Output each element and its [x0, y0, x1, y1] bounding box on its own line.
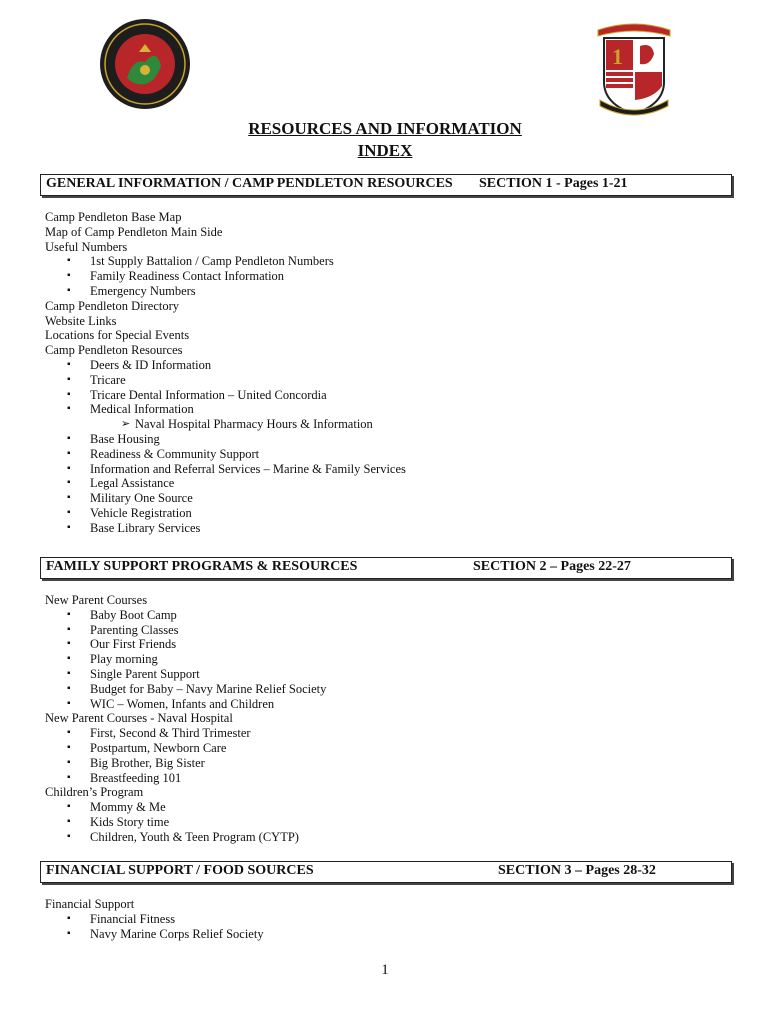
page-number: 1 [381, 962, 389, 978]
list-heading: Website Links [45, 313, 117, 328]
list-item: ▪ Base Housing [45, 432, 406, 447]
list-heading: Locations for Special Events [45, 328, 190, 343]
list-item: ▪ Legal Assistance [45, 476, 406, 491]
section-3-label: FINANCIAL SUPPORT / FOOD SOURCES [46, 863, 314, 878]
section-2-pages: SECTION 2 – Pages 22-27 [473, 559, 631, 574]
list-item: ▪ Vehicle Registration [45, 506, 406, 521]
list-item: ➢ Naval Hospital Pharmacy Hours & Information [45, 417, 406, 432]
section-3-pages: SECTION 3 – Pages 28-32 [498, 863, 656, 878]
list-item: ▪ Tricare Dental Information – United Concordia [45, 388, 406, 403]
list-item: ▪ Military One Source [45, 491, 406, 506]
list-heading: Camp Pendleton Directory [45, 298, 179, 313]
section-3-list [45, 897, 264, 941]
list-item: ▪ Baby Boot Camp [45, 608, 326, 623]
list-item: ▪ Our First Friends [45, 637, 326, 652]
list-heading: Camp Pendleton Resources [45, 343, 183, 358]
crest-logo [590, 20, 678, 120]
battalion-seal-logo [99, 18, 191, 110]
list-item: ▪ Kids Story time [45, 815, 326, 830]
section-3-header [40, 861, 732, 883]
list-heading: Map of Camp Pendleton Main Side [45, 224, 223, 239]
list-item: ▪ Navy Marine Corps Relief Society [45, 927, 264, 942]
list-item: ▪ Tricare [45, 373, 406, 388]
list-item: ▪ Base Library Services [45, 521, 406, 536]
list-heading: Financial Support [45, 897, 135, 911]
list-item: ▪ Readiness & Community Support [45, 447, 406, 462]
list-item: ▪ Deers & ID Information [45, 358, 406, 373]
list-heading: Useful Numbers [45, 239, 128, 254]
list-item: ▪ Parenting Classes [45, 623, 326, 638]
list-item: ▪ Budget for Baby – Navy Marine Relief Society [45, 682, 326, 697]
svg-text:1: 1 [612, 44, 623, 69]
section-2-header [40, 557, 732, 579]
section-1-label: GENERAL INFORMATION / CAMP PENDLETON RESOURCES [46, 176, 453, 191]
list-item: ▪ Play morning [45, 652, 326, 667]
section-1-header [40, 174, 732, 196]
list-item: ▪ Emergency Numbers [45, 284, 406, 299]
list-item: ▪ 1st Supply Battalion / Camp Pendleton Numbers [45, 254, 406, 269]
list-item: ▪ Medical Information [45, 402, 406, 417]
section-1-pages: SECTION 1 - Pages 1-21 [479, 176, 628, 191]
list-item: ▪ Children, Youth & Teen Program (CYTP) [45, 830, 326, 845]
section-2-list [45, 593, 326, 845]
list-item: ▪ WIC – Women, Infants and Children [45, 697, 326, 712]
page-subtitle: INDEX [357, 141, 413, 160]
section-1-list [45, 210, 406, 536]
list-heading: Camp Pendleton Base Map [45, 210, 182, 224]
list-heading: New Parent Courses - Naval Hospital [45, 711, 233, 726]
list-item: ▪ Mommy & Me [45, 800, 326, 815]
section-2-label: FAMILY SUPPORT PROGRAMS & RESOURCES [46, 559, 358, 574]
list-item: ▪ Financial Fitness [45, 912, 264, 927]
list-item: ▪ Big Brother, Big Sister [45, 756, 326, 771]
list-item: ▪ First, Second & Third Trimester [45, 726, 326, 741]
list-item: ▪ Postpartum, Newborn Care [45, 741, 326, 756]
list-heading: Children’s Program [45, 785, 144, 800]
list-item: ▪ Information and Referral Services – Marine & Family Services [45, 462, 406, 477]
list-item: ▪ Single Parent Support [45, 667, 326, 682]
page-title: RESOURCES AND INFORMATION [248, 119, 522, 138]
list-heading: New Parent Courses [45, 593, 148, 607]
list-item: ▪ Breastfeeding 101 [45, 771, 326, 786]
list-item: ▪ Family Readiness Contact Information [45, 269, 406, 284]
